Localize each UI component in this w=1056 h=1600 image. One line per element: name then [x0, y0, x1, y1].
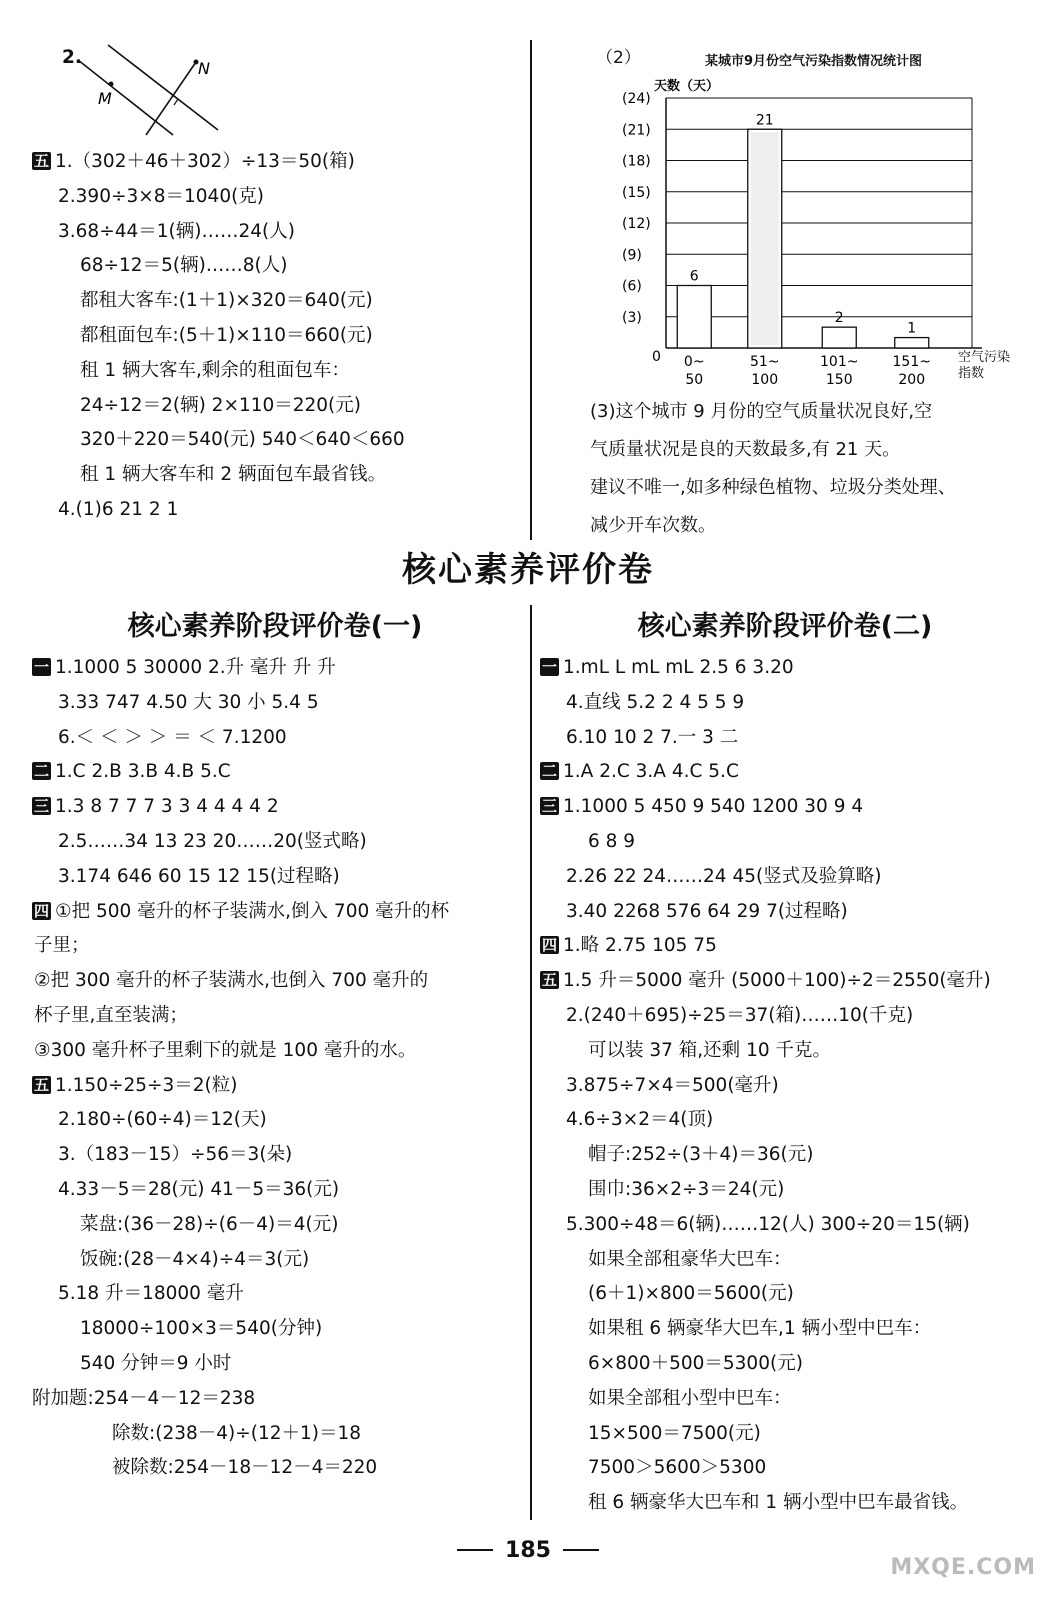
answer-text: 6.＜ ＜ ＞ ＞ ＝ ＜ 7.1200	[58, 726, 287, 748]
answer-text: (6＋1)×800＝5600(元)	[588, 1283, 794, 1305]
chart-y-tick-label: (18)	[622, 153, 651, 170]
answer-text: 2.390÷3×8＝1040(克)	[58, 185, 265, 207]
exam-answer-line	[112, 1422, 361, 1446]
footer-dash-left	[457, 1549, 493, 1551]
question-3-answer-line: 减少开车次数。	[590, 515, 716, 536]
chart-bar-value-label: 2	[834, 310, 844, 327]
answer-text: 2.5……34 13 23 20……20(竖式略)	[58, 831, 367, 852]
right-exam-title: 核心素养阶段评价卷(二)	[637, 611, 933, 642]
exam-answer-line	[58, 726, 287, 750]
exam-answer-line	[58, 1282, 244, 1306]
answer-text: 围巾:36×2÷3＝24(元)	[588, 1179, 785, 1200]
section-5-line	[80, 289, 373, 313]
answer-text: 1.（302＋46＋302）÷13＝50(箱)	[55, 151, 355, 172]
chart-x-tick-label: 50	[685, 372, 704, 388]
answer-text: 2.26 22 24……24 45(竖式及验算略)	[566, 865, 882, 887]
exam-answer-line	[566, 865, 881, 889]
exam-answer-line	[58, 1108, 267, 1132]
section-mark: 一	[542, 658, 558, 676]
question-3-answer-line: 气质量状况是良的天数最多,有 21 天。	[590, 439, 901, 460]
section-5-line	[58, 498, 178, 522]
exam-answer-line	[32, 900, 449, 924]
answer-text: ①把 500 毫升的杯子装满水,倒入 700 毫升的杯	[55, 900, 450, 922]
bottom-column-divider	[530, 605, 532, 1520]
answer-text: 320＋220＝540(元) 540＜640＜660	[80, 429, 405, 451]
exam-answer-line	[588, 830, 635, 854]
answer-text: 3.875÷7×4＝500(毫升)	[566, 1074, 779, 1096]
chart-x-axis-label: 空气污染指数	[958, 350, 1011, 381]
answer-text: 都租大客车:(1＋1)×320＝640(元)	[80, 290, 373, 312]
chart-title: 某城市9月份空气污染指数情况统计图	[705, 54, 923, 69]
answer-text: 饭碗:(28－4×4)÷4＝3(元)	[80, 1248, 310, 1270]
answer-text: 租 1 辆大客车,剩余的租面包车：	[80, 359, 350, 381]
chart-x-tick-label: 150	[825, 372, 853, 388]
watermark: MXQE.COM	[890, 1555, 1036, 1580]
section-mark: 二	[542, 762, 558, 781]
exam-answer-line	[32, 1074, 238, 1098]
exam-answer-line	[58, 830, 367, 854]
chart-bar	[822, 327, 856, 348]
answer-text: 被除数:254－18－12－4＝220	[112, 1457, 378, 1479]
page-number: 185	[505, 1538, 551, 1563]
chart-y-tick-label: (9)	[622, 247, 642, 264]
exam-answer-line	[588, 1491, 968, 1515]
section-mark: 二	[34, 762, 50, 781]
answer-text: 7500＞5600＞5300	[588, 1457, 767, 1479]
left-exam-title: 核心素养阶段评价卷(一)	[127, 611, 423, 642]
bar-chart	[600, 70, 1010, 390]
chart-bar-value-label: 21	[755, 112, 774, 129]
exam-answer-line	[566, 1004, 913, 1028]
answer-text: 1.C 2.B 3.B 4.B 5.C	[55, 761, 231, 783]
exam-answer-line	[34, 934, 90, 958]
section-title: 核心素养评价卷	[402, 550, 654, 590]
exam-answer-line	[58, 865, 340, 889]
chart-y-axis-label: 天数（天）	[654, 79, 720, 94]
answer-text: 1.A 2.C 3.A 4.C 5.C	[563, 761, 739, 783]
answer-text: 1.略 2.75 105 75	[563, 935, 717, 957]
exam-answer-line	[566, 1108, 713, 1132]
chart-x-tick-label: 100	[751, 372, 779, 388]
exam-answer-line	[80, 1213, 338, 1237]
exam-answer-line	[34, 1039, 416, 1063]
exam-answer-line	[588, 1317, 931, 1341]
chart-y-tick-label: (6)	[622, 278, 642, 295]
chart-x-tick-label: 51~	[749, 354, 780, 370]
answer-text: 4.33－5＝28(元) 41－5＝36(元)	[58, 1179, 340, 1200]
answer-text: 1.mL L mL mL 2.5 6 3.20	[563, 657, 794, 678]
exam-answer-line	[566, 1213, 970, 1237]
point-n-label: N	[198, 59, 210, 78]
section-5-line	[80, 359, 350, 383]
exam-answer-line	[588, 1248, 792, 1272]
section-5-line	[58, 220, 295, 244]
answer-text: 租 6 辆豪华大巴车和 1 辆小型中巴车最省钱。	[588, 1492, 969, 1514]
answer-text: ②把 300 毫升的杯子装满水,也倒入 700 毫升的	[34, 970, 429, 992]
chart-origin-label: 0	[652, 349, 661, 365]
section-5-line	[80, 324, 373, 348]
exam-answer-line	[80, 1352, 231, 1376]
question-2-chart-label: （2）	[596, 48, 641, 68]
answer-text: 子里；	[34, 935, 90, 957]
exam-answer-line	[540, 760, 739, 784]
answer-text: 1.150÷25÷3＝2(粒)	[55, 1074, 238, 1096]
answer-text: 6×800＋500＝5300(元)	[588, 1353, 803, 1374]
chart-x-tick-label: 101~	[820, 354, 859, 370]
exam-answer-line	[588, 1352, 803, 1376]
answer-text: 如果全部租豪华大巴车：	[588, 1248, 792, 1270]
answer-text: 540 分钟＝9 小时	[80, 1353, 232, 1374]
question-2-label: 2.	[62, 47, 82, 68]
exam-answer-line	[58, 1178, 339, 1202]
section-5-line	[80, 254, 288, 278]
chart-x-tick-label: 200	[898, 372, 926, 388]
chart-bar	[895, 338, 929, 348]
exam-answer-line	[588, 1456, 766, 1480]
chart-y-tick-label: (3)	[622, 309, 642, 326]
exam-answer-line	[588, 1422, 761, 1446]
chart-y-tick-label: (15)	[622, 184, 651, 201]
answer-text: 可以装 37 箱,还剩 10 千克。	[588, 1039, 831, 1061]
answer-text: 24÷12＝2(辆) 2×110＝220(元)	[80, 394, 361, 416]
answer-text: 3.68÷44＝1(辆)……24(人)	[58, 220, 295, 242]
answer-text: ③300 毫升杯子里剩下的就是 100 毫升的水。	[34, 1039, 417, 1061]
chart-bar-value-label: 1	[907, 320, 917, 337]
answer-text: 5.18 升＝18000 毫升	[58, 1283, 244, 1305]
exam-answer-line	[566, 691, 744, 715]
answer-text: 4.直线 5.2 2 4 5 5 9	[566, 691, 745, 713]
answer-text: 6 8 9	[588, 831, 636, 852]
exam-answer-line	[566, 1074, 779, 1098]
chart-bar	[677, 286, 711, 349]
answer-text: 1.1000 5 30000 2.升 毫升 升 升	[55, 657, 336, 678]
exam-answer-line	[34, 1004, 188, 1028]
section-mark: 五	[542, 971, 558, 990]
exam-answer-line	[58, 1143, 292, 1167]
exam-answer-line	[566, 726, 738, 750]
chart-y-tick-label: (24)	[622, 91, 651, 107]
answer-text: 4.(1)6 21 2 1	[58, 499, 179, 520]
exam-answer-line	[588, 1143, 814, 1167]
answer-text: 都租面包车:(5＋1)×110＝660(元)	[80, 325, 373, 346]
exam-answer-line	[32, 1387, 255, 1411]
exam-answer-line	[34, 969, 428, 993]
answer-text: 3.（183－15）÷56＝3(朵)	[58, 1144, 293, 1166]
section-mark: 五	[34, 152, 50, 170]
section-5-line	[80, 428, 405, 452]
answer-text: 如果全部租小型中巴车：	[588, 1387, 792, 1409]
section-mark: 四	[542, 936, 558, 955]
chart-y-tick-label: (21)	[622, 122, 651, 139]
exam-answer-line	[112, 1456, 377, 1480]
answer-text: 附加题:254－4－12＝238	[32, 1387, 256, 1409]
section-5-line	[32, 150, 355, 174]
answer-text: 如果租 6 辆豪华大巴车,1 辆小型中巴车：	[588, 1318, 932, 1340]
exam-answer-line	[32, 795, 279, 819]
answer-text: 15×500＝7500(元)	[588, 1422, 761, 1444]
exam-answer-line	[32, 656, 336, 680]
exam-answer-line	[32, 760, 231, 784]
section-5-line	[80, 463, 386, 487]
answer-text: 4.6÷3×2＝4(顶)	[566, 1109, 714, 1131]
top-column-divider	[530, 40, 532, 540]
answer-text: 3.33 747 4.50 大 30 小 5.4 5	[58, 691, 319, 713]
exam-answer-line	[540, 934, 717, 958]
exam-answer-line	[540, 795, 863, 819]
exam-answer-line	[540, 656, 794, 680]
answer-text: 68÷12＝5(辆)……8(人)	[80, 255, 288, 277]
section-5-line	[58, 185, 264, 209]
answer-text: 杯子里,直至装满；	[34, 1005, 188, 1026]
chart-x-tick-label: 151~	[892, 354, 931, 370]
answer-text: 1.3 8 7 7 7 3 3 4 4 4 4 2	[55, 796, 279, 818]
exam-answer-line	[80, 1248, 309, 1272]
answer-text: 1.5 升＝5000 毫升 (5000＋100)÷2＝2550(毫升)	[563, 970, 991, 992]
answer-text: 1.1000 5 450 9 540 1200 30 9 4	[563, 796, 864, 818]
section-mark: 一	[34, 658, 50, 676]
answer-text: 3.174 646 60 15 12 15(过程略)	[58, 865, 340, 887]
section-5-line	[80, 394, 361, 418]
answer-text: 租 1 辆大客车和 2 辆面包车最省钱。	[80, 464, 387, 486]
section-mark: 三	[34, 797, 50, 816]
chart-bar-fill	[751, 132, 779, 345]
chart-bar-value-label: 6	[689, 268, 699, 285]
exam-answer-line	[588, 1282, 794, 1306]
answer-text: 18000÷100×3＝540(分钟)	[80, 1318, 323, 1340]
exam-answer-line	[588, 1039, 831, 1063]
answer-text: 5.300÷48＝6(辆)……12(人) 300÷20＝15(辆)	[566, 1213, 970, 1235]
answer-text: 帽子:252÷(3＋4)＝36(元)	[588, 1144, 814, 1166]
question-3-answer-line: 建议不唯一,如多种绿色植物、垃圾分类处理、	[590, 477, 956, 498]
section-mark: 五	[34, 1075, 50, 1094]
answer-text: 3.40 2268 576 64 29 7(过程略)	[566, 900, 848, 922]
exam-answer-line	[58, 691, 319, 715]
chart-x-tick-label: 0~	[683, 354, 705, 370]
question-3-answer-line: (3)这个城市 9 月份的空气质量状况良好,空	[590, 401, 933, 422]
exam-answer-line	[566, 900, 848, 924]
answer-text: 除数:(238－4)÷(12＋1)＝18	[112, 1422, 362, 1444]
parallel-lines-diagram	[78, 40, 228, 140]
answer-text: 菜盘:(36－28)÷(6－4)＝4(元)	[80, 1213, 339, 1235]
answer-text: 6.10 10 2 7.一 3 二	[566, 726, 739, 748]
footer-dash-right	[563, 1549, 599, 1551]
exam-answer-line	[540, 969, 991, 993]
exam-answer-line	[588, 1178, 784, 1202]
exam-answer-line	[80, 1317, 322, 1341]
exam-answer-line	[588, 1387, 792, 1411]
answer-text: 2.180÷(60÷4)＝12(天)	[58, 1109, 267, 1131]
section-mark: 四	[34, 901, 50, 920]
chart-y-tick-label: (12)	[622, 216, 651, 232]
section-mark: 三	[542, 797, 558, 816]
answer-text: 2.(240＋695)÷25＝37(箱)……10(千克)	[566, 1005, 914, 1026]
point-m-label: M	[98, 89, 112, 108]
